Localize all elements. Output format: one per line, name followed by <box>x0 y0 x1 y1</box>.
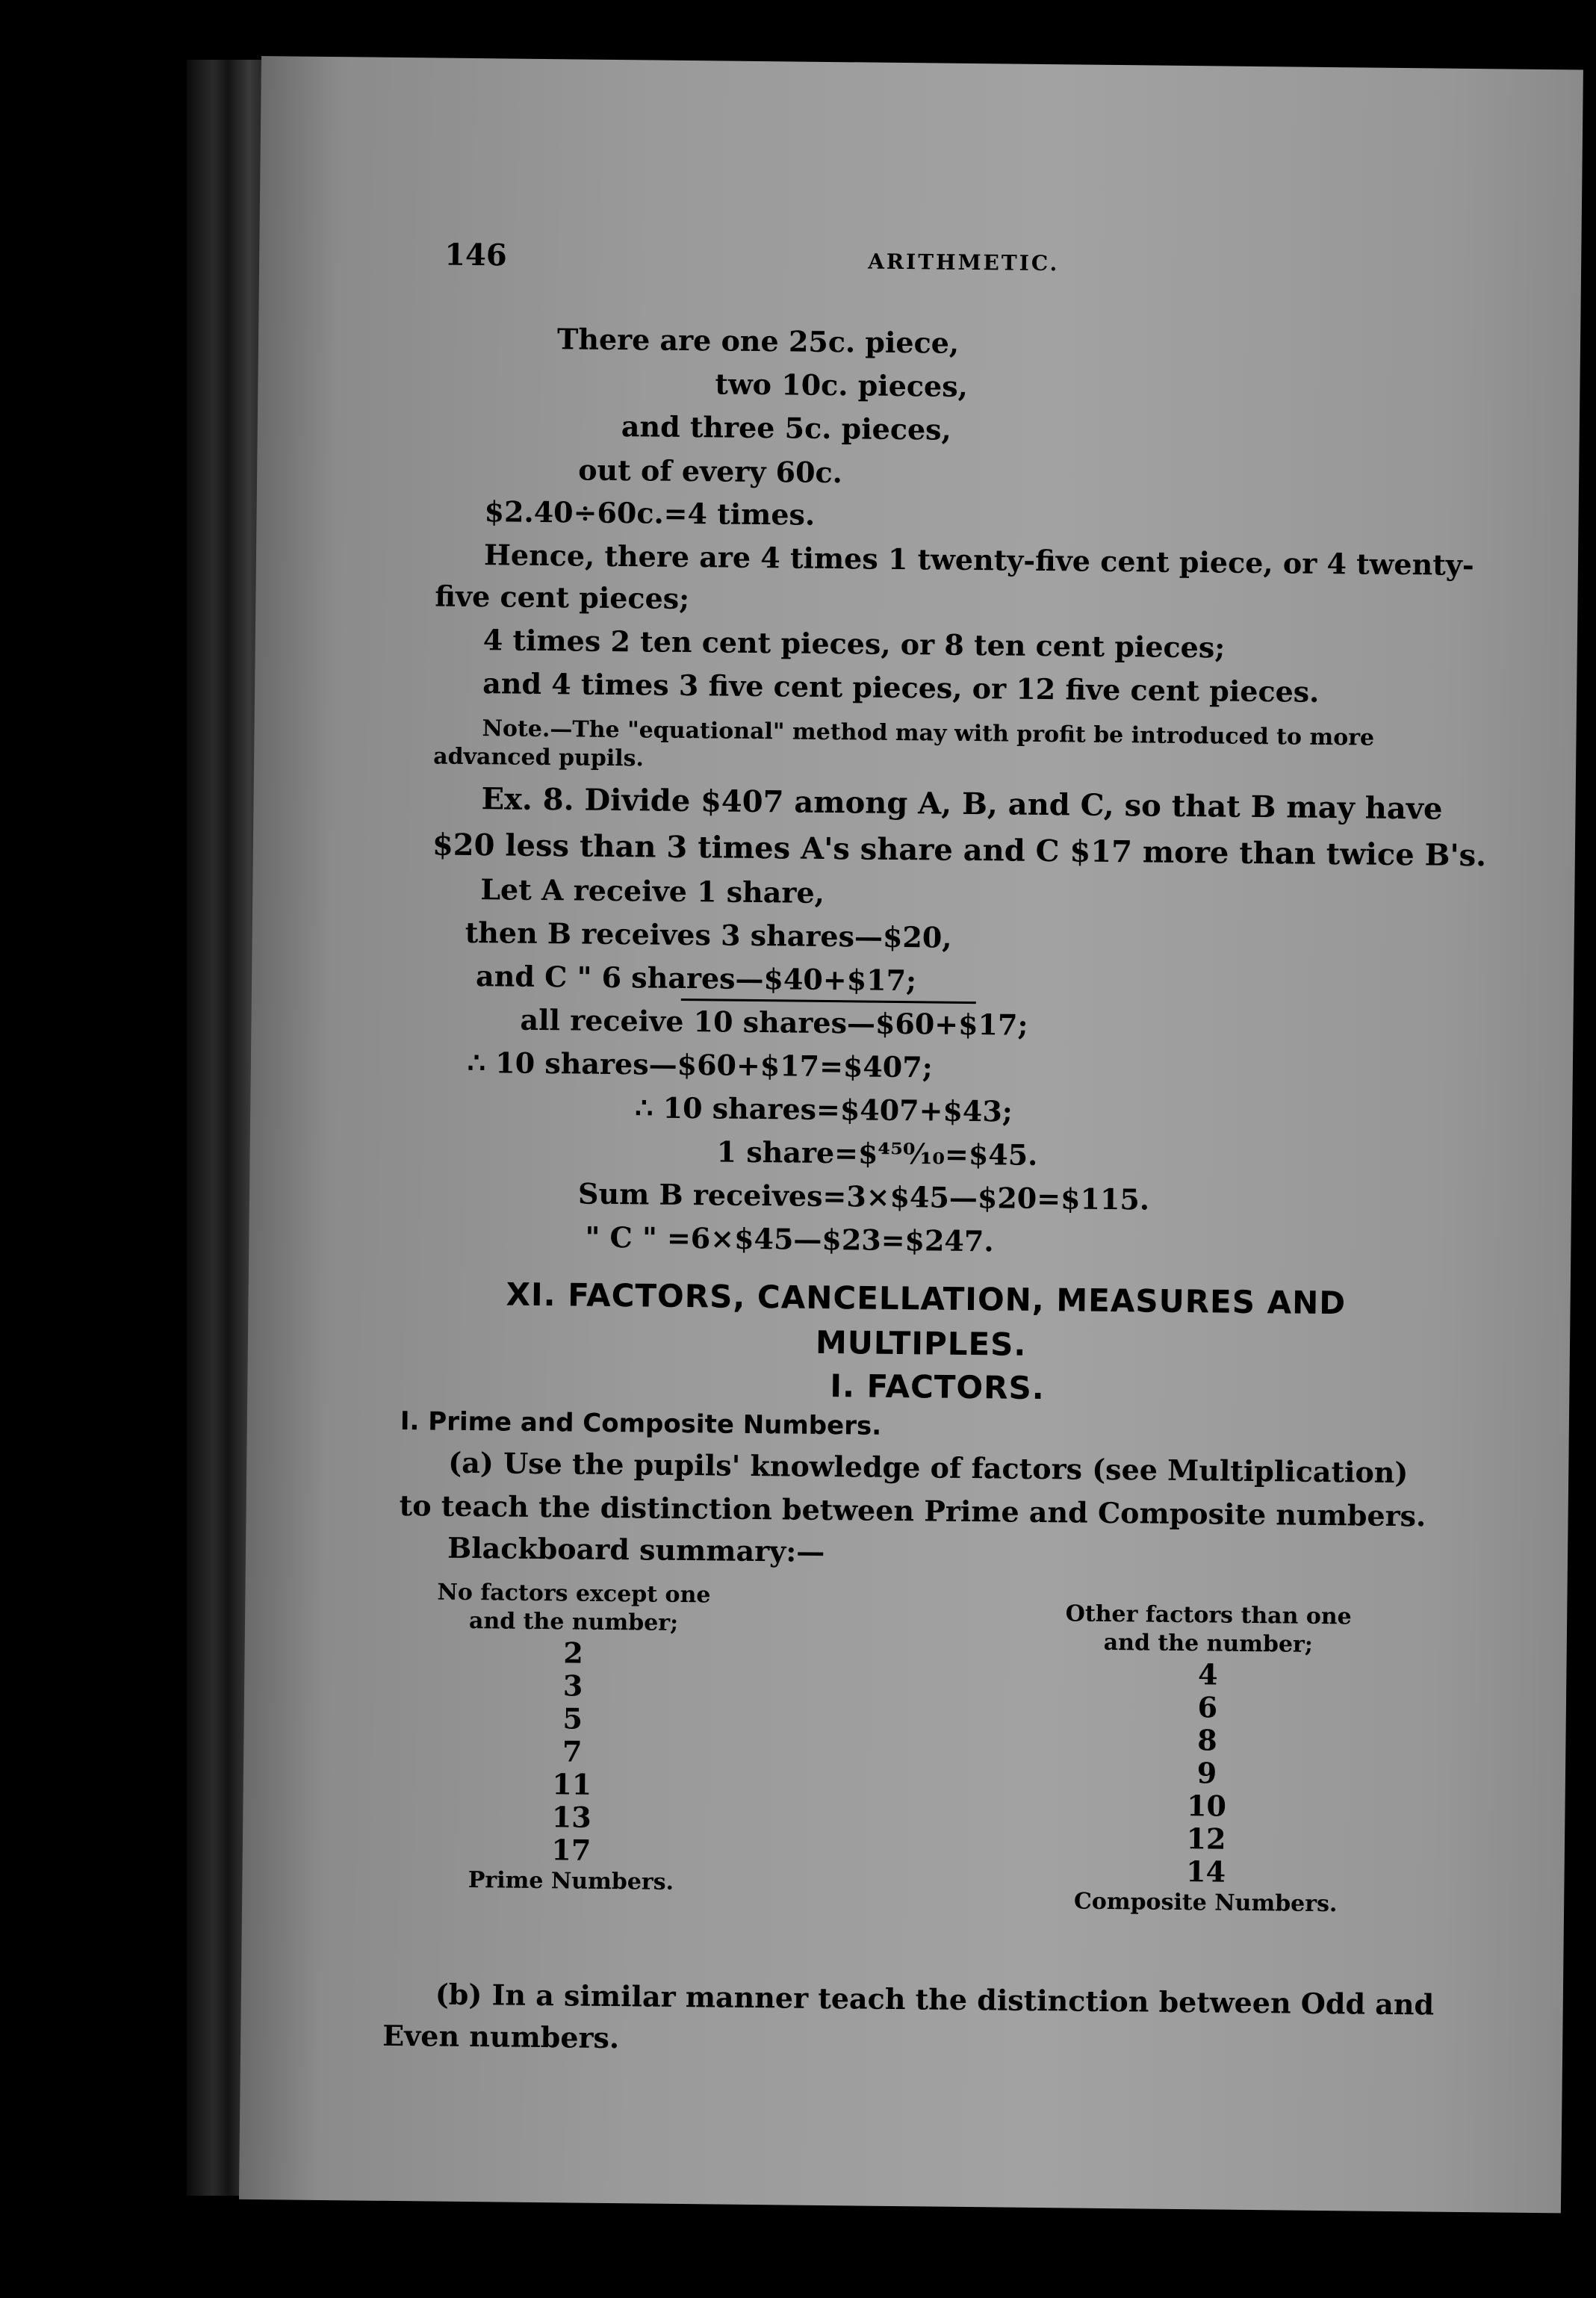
solution-line-7: 1 share=$⁴⁵⁰⁄₁₀=$45. <box>716 1134 1038 1172</box>
para-b-line-1: (b) In a similar manner teach the distinction between Odd and <box>435 1977 1435 2022</box>
coins-line-2: two 10c. pieces, <box>715 367 969 403</box>
running-title: ARITHMETIC. <box>867 249 1060 276</box>
para-a-line-1: (a) Use the pupils' knowledge of factors (see Multiplication) <box>448 1445 1409 1490</box>
section-subtitle: I. FACTORS. <box>830 1367 1045 1407</box>
prime-number: 5 <box>562 1701 583 1736</box>
para-a-line-3: Blackboard summary:— <box>447 1530 825 1569</box>
coins-line-5: $2.40÷60c.=4 times. <box>484 494 816 532</box>
note-line-1: Note.—The "equational" method may with profit be introduced to more <box>482 715 1375 751</box>
hence-line-4: and 4 times 3 five cent pieces, or 12 five cent pieces. <box>482 666 1320 709</box>
composite-caption: Composite Numbers. <box>1073 1888 1338 1918</box>
solution-line-4: all receive 10 shares—$60+$17; <box>520 1002 1028 1042</box>
composite-header-2: and the number; <box>1103 1629 1314 1658</box>
prime-number: 17 <box>551 1833 591 1867</box>
hence-line-2: five cent pieces; <box>435 579 690 616</box>
prime-caption: Prime Numbers. <box>468 1867 674 1895</box>
para-b-line-2: Even numbers. <box>382 2018 620 2055</box>
solution-line-8: Sum B receives=3×$45—$20=$115. <box>577 1176 1150 1217</box>
composite-column <box>1041 1600 1373 1920</box>
coins-line-1: There are one 25c. piece, <box>556 322 960 360</box>
section-title-1: XI. FACTORS, CANCELLATION, MEASURES AND <box>506 1276 1347 1322</box>
composite-number: 8 <box>1196 1723 1217 1757</box>
composite-number: 14 <box>1185 1854 1226 1889</box>
hence-line-3: 4 times 2 ten cent pieces, or 8 ten cent pieces; <box>482 623 1226 665</box>
section-subhead: I. Prime and Composite Numbers. <box>400 1406 882 1441</box>
solution-line-9: " C " =6×$45—$23=$247. <box>585 1220 994 1258</box>
prime-number: 3 <box>562 1668 583 1703</box>
prime-number: 7 <box>562 1734 583 1768</box>
solution-line-5: ∴ 10 shares—$60+$17=$407; <box>467 1045 933 1084</box>
section-title-2: MULTIPLES. <box>815 1323 1027 1363</box>
composite-number: 10 <box>1186 1789 1227 1823</box>
prime-header-1: No factors except one <box>437 1579 711 1609</box>
para-a-line-2: to teach the distinction between Prime and Composite numbers. <box>399 1488 1426 1533</box>
coins-line-3: and three 5c. pieces, <box>621 409 952 447</box>
hence-line-1: Hence, there are 4 times 1 twenty-five cent piece, or 4 twenty- <box>483 538 1474 583</box>
note-line-2: advanced pupils. <box>433 743 645 772</box>
composite-number: 12 <box>1186 1822 1226 1856</box>
composite-header-1: Other factors than one <box>1065 1600 1352 1630</box>
page-number: 146 <box>444 237 507 273</box>
prime-number: 2 <box>563 1636 584 1670</box>
book-page <box>239 56 1583 2213</box>
example-line-2: $20 less than 3 times A's share and C $17 more than twice B's. <box>432 827 1487 874</box>
prime-column <box>414 1578 730 1898</box>
prime-number: 11 <box>552 1767 592 1801</box>
solution-line-1: Let A receive 1 share, <box>480 872 825 910</box>
example-line-1: Ex. 8. Divide $407 among A, B, and C, so that B may have <box>481 781 1443 827</box>
coins-line-4: out of every 60c. <box>577 453 843 490</box>
composite-number: 9 <box>1196 1756 1217 1790</box>
composite-number: 4 <box>1197 1657 1218 1692</box>
solution-line-2: then B receives 3 shares—$20, <box>465 915 952 954</box>
prime-number: 13 <box>551 1800 592 1834</box>
solution-line-3: and C " 6 shares—$40+$17; <box>475 959 917 998</box>
solution-line-6: ∴ 10 shares=$407+$43; <box>635 1090 1013 1128</box>
prime-header-2: and the number; <box>468 1608 679 1636</box>
composite-number: 6 <box>1197 1690 1218 1724</box>
sum-rule <box>681 999 976 1004</box>
